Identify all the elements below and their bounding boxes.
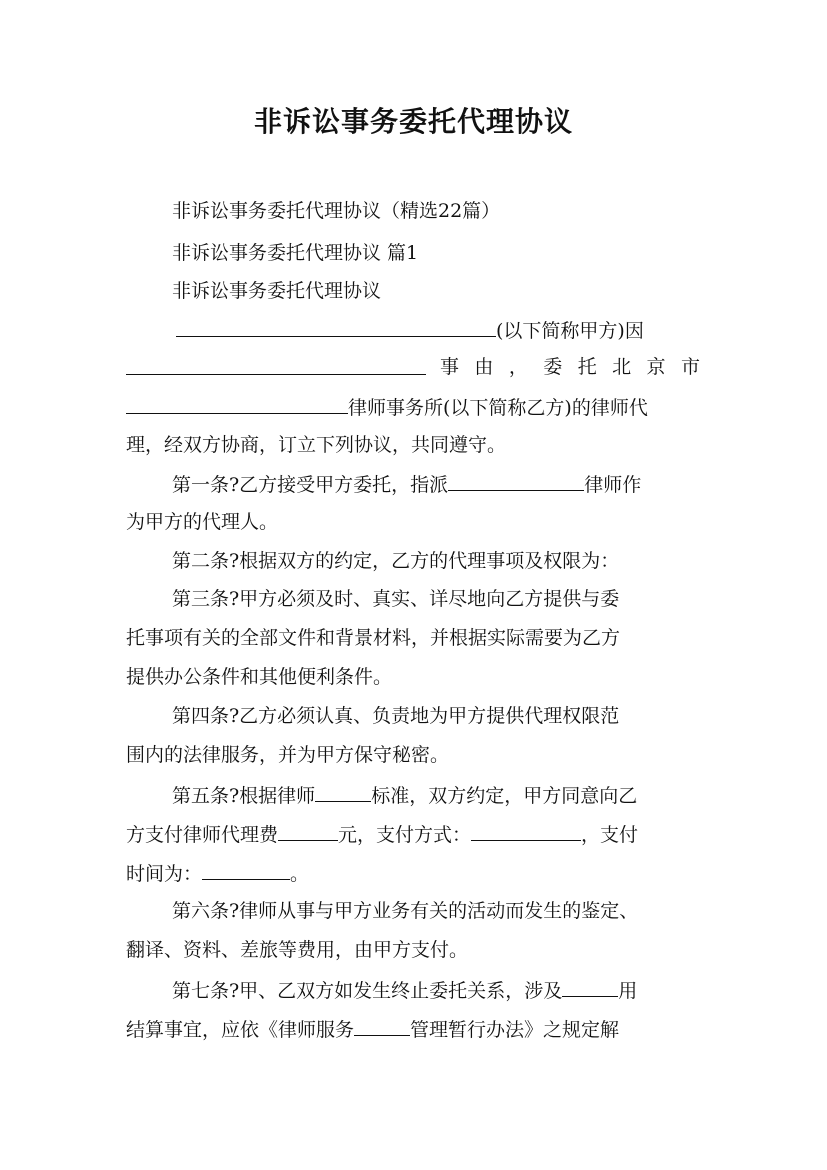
paragraph-line-spaced (440, 354, 700, 380)
paragraph-line (126, 354, 426, 380)
paragraph-line: 第六条?律师从事与甲方业务有关的活动而发生的鉴定、 (172, 900, 639, 922)
paragraph-line (172, 470, 641, 496)
text-segment: 时间为： (126, 863, 203, 885)
text-segment: 标准，双方约定，甲方同意向乙 (371, 785, 638, 807)
fill-blank (315, 781, 371, 802)
text-segment: 第一条?乙方接受甲方委托，指派 (172, 474, 449, 496)
paragraph-line (126, 1015, 619, 1041)
text-segment: 第五条?根据律师 (172, 785, 316, 807)
text-segment: 元，支付方式： (338, 824, 472, 846)
agreement-name-line: 非诉讼事务委托代理协议 (172, 280, 382, 302)
document-title: 非诉讼事务委托代理协议 (253, 105, 573, 138)
paragraph-line: 托事项有关的全部文件和背景材料，并根据实际需要为乙方 (126, 627, 621, 649)
paragraph-line: 第三条?甲方必须及时、真实、详尽地向乙方提供与委 (172, 588, 620, 610)
fill-blank (471, 820, 581, 841)
fill-blank (126, 354, 426, 375)
text-segment: ，支付 (581, 824, 639, 846)
spaced-char: 市 (680, 356, 700, 378)
fill-blank (202, 859, 290, 880)
paragraph-line: 第四条?乙方必须认真、负责地为甲方提供代理权限范 (172, 705, 620, 727)
paragraph-line (172, 781, 637, 807)
spaced-char: 委 (543, 356, 563, 378)
spaced-char: 托 (577, 356, 597, 378)
text-segment: (以下简称甲方)因 (496, 320, 644, 342)
paragraph-line: 围内的法律服务，并为甲方保守秘密。 (126, 744, 450, 766)
text-segment: 管理暂行办法》之规定解 (410, 1019, 620, 1041)
fill-blank (176, 316, 496, 337)
paragraph-line (172, 976, 637, 1002)
paragraph-line: 第二条?根据双方的约定，乙方的代理事项及权限为： (172, 550, 620, 572)
fill-blank (562, 976, 618, 997)
text-segment: 律师事务所(以下简称乙方)的律师代 (348, 397, 648, 419)
spaced-char: ， (508, 356, 528, 378)
text-segment: 方支付律师代理费 (126, 824, 279, 846)
paragraph-line (126, 859, 309, 885)
paragraph-line: 提供办公条件和其他便利条件。 (126, 666, 393, 688)
subtitle-line: 非诉讼事务委托代理协议（精选22篇） (172, 200, 501, 222)
paragraph-line: 翻译、资料、差旅等费用，由甲方支付。 (126, 939, 469, 961)
section-heading: 非诉讼事务委托代理协议 篇1 (172, 242, 419, 264)
paragraph-line (176, 316, 644, 342)
spaced-char: 京 (646, 356, 666, 378)
text-segment: 。 (290, 863, 310, 885)
text-segment: 律师作 (584, 474, 642, 496)
spaced-char: 由 (474, 356, 494, 378)
paragraph-line: 为甲方的代理人。 (126, 511, 279, 533)
fill-blank (354, 1015, 410, 1036)
fill-blank (126, 393, 348, 414)
paragraph-line (126, 393, 648, 419)
text-segment: 用 (618, 980, 638, 1002)
paragraph-line: 理，经双方协商，订立下列协议，共同遵守。 (126, 434, 507, 456)
fill-blank (448, 470, 584, 491)
paragraph-line (126, 820, 638, 846)
text-segment: 第七条?甲、乙双方如发生终止委托关系，涉及 (172, 980, 563, 1002)
spaced-char: 北 (612, 356, 632, 378)
spaced-char: 事 (440, 356, 460, 378)
fill-blank (278, 820, 338, 841)
text-segment: 结算事宜，应依《律师服务 (126, 1019, 355, 1041)
